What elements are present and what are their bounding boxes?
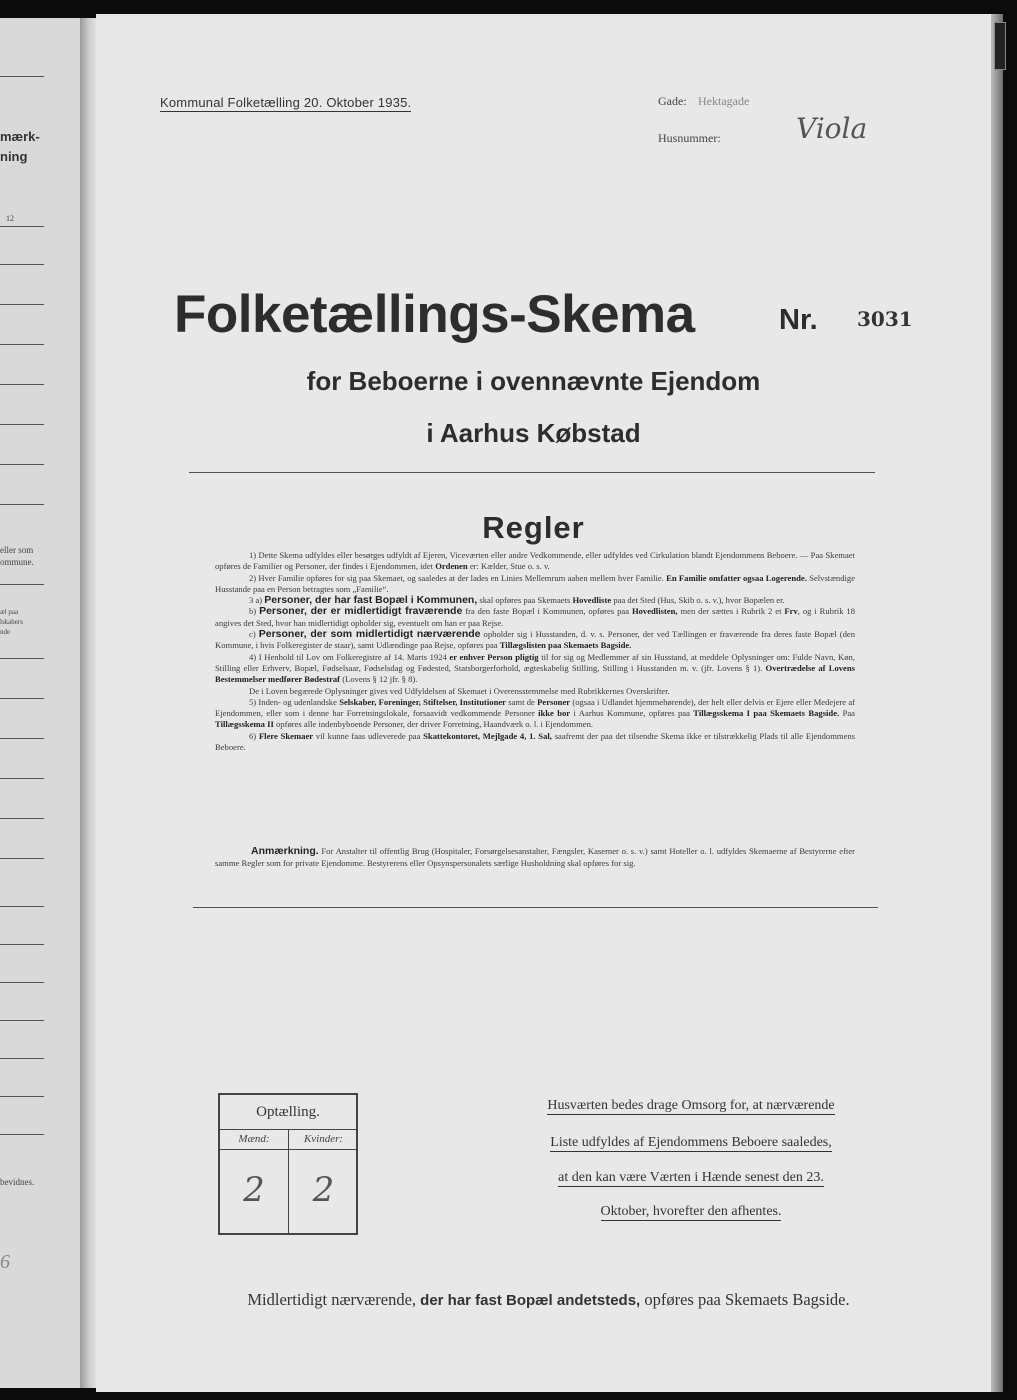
- remark-text: Anmærkning. For Anstalter til offentlig Brug (Hospitaler, Forsørgelsesanstalter, Fængsler, Kaserner o. s. v.) samt Hoteller o. l. udfyldes Skemaerne af Bestyrerne efter samme Regler som for private Ejendomme. Bestyrerens eller Opsynspersonalets særlige Husholdning skal opføres for sig.: [215, 845, 856, 868]
- men-label: Mænd:: [220, 1129, 288, 1150]
- count-column-women: [289, 1129, 358, 1233]
- form-title: Folketællings-Skema: [174, 285, 695, 344]
- women-label: Kvinder:: [289, 1129, 358, 1150]
- women-count: 2: [312, 1170, 335, 1210]
- page-edge: [991, 14, 1003, 1392]
- rule-1: 1) Dette Skema udfyldes eller besørges udfyldt af Ejeren, Viceværten eller andre Vedkommende, eller udfyldes ved Cirkulation blandt Ejendommens Beboere. — Paa Skemaet opføres de Familier og Personer, der findes i Ejendommen, idet Ordenen er: Kælder, Stue o. s. v.: [215, 550, 855, 572]
- left-page-text: 12: [6, 214, 14, 223]
- gade-label: Gade:: [658, 94, 687, 108]
- book-gutter: [80, 18, 96, 1388]
- form-subtitle-city: i Aarhus Købstad: [426, 418, 641, 448]
- count-column-men: [220, 1129, 289, 1233]
- left-page-text: ommune.: [0, 557, 34, 567]
- count-box: [218, 1093, 358, 1235]
- count-title: Optælling.: [220, 1095, 356, 1130]
- left-page-text: lskabers: [0, 618, 23, 626]
- husnummer-label: Husnummer:: [658, 131, 721, 145]
- rule-3b: b) Personer, der er midlertidigt fraværende fra den faste Bopæl i Kommunen, opføres paa Hovedlisten, men der sættes i Rubrik 2 et Frv, og i Rubrik 18 angives det Sted, hvor han midlertidigt opholder sig, eventuelt om han er paa Rejse.: [215, 605, 856, 628]
- left-page-text: bevidnes.: [0, 1177, 35, 1187]
- rules-heading: Regler: [482, 510, 585, 545]
- page-tab: [994, 22, 1006, 70]
- rule-4: 4) I Henhold til Lov om Folkeregistre af 14. Marts 1924 er enhver Person pligtig til for sig og Medlemmer af sin Husstand, at meddele Oplysninger om: Fulde Navn, Køn, Stilling eller Erhverv, Bopæl, Fødselsaar, Fødselsdag og Fødested, Statsborgerforhold, ægteskabelig Stilling, Stilling i Husstanden m. v. (jfr. Lovens § 1). Overtrædelse af Lovens Bestemmelser medfører Bødestraf (Lovens § 12 jfr. § 8).: [215, 651, 855, 685]
- form-number-label: Nr.: [779, 304, 818, 336]
- left-page-text: mærk-: [0, 129, 40, 144]
- left-page-text: ning: [0, 149, 28, 164]
- rule-5: 5) Inden- og udenlandske Selskaber, Foreninger, Stiftelser, Institutioner samt de Personer (ogsaa i Udlandet hjemmehørende), der helt eller delvis er Ejere eller Medejere af Ejendommen, eller som i denne har Forretningslokale, forsaavidt vedkommende Personer ikke bor i Aarhus Kommune, opføres paa Tillægsskema I paa Skemaets Bagside. Paa Tillægsskema II opføres alle indenbyboende Personer, der driver Forretning, Haandværk o. l. i Ejendommen.: [215, 696, 855, 730]
- footer-note: Midlertidigt nærværende, der har fast Bopæl andetsteds, opføres paa Skemaets Bagside.: [247, 1290, 850, 1309]
- divider: [193, 907, 878, 908]
- rule-3a: 3 a) Personer, der har fast Bopæl i Kommunen, skal opføres paa Skemaets Hovedliste paa det Sted (Hus, Skib o. s. v.), hvor Bopælen er.: [249, 594, 785, 607]
- form-subtitle: for Beboerne i ovennævnte Ejendom: [306, 366, 761, 396]
- notice-line: Oktober, hvorefter den afhentes.: [600, 1204, 782, 1219]
- left-page-text: 6: [0, 1251, 10, 1273]
- left-page-fragment: [0, 18, 80, 1388]
- men-count: 2: [243, 1170, 265, 1210]
- form-number-value: 3031: [857, 307, 913, 331]
- left-page-text: æl paa: [0, 608, 19, 616]
- left-page-text: nde: [0, 628, 11, 636]
- husnummer-handwritten-value: Viola: [796, 112, 868, 145]
- rule-6: 6) Flere Skemaer vil kunne faas udleverede paa Skattekontoret, Mejlgade 4, 1. Sal, saafremt der paa det tilsendte Skema ikke er tilstrækkelig Plads til alle Ejendommens Beboere.: [215, 730, 856, 753]
- notice-line: at den kan være Værten i Hænde senest den 23.: [558, 1170, 824, 1185]
- census-header: Kommunal Folketælling 20. Oktober 1935.: [160, 95, 412, 110]
- remark-label: Anmærkning.: [251, 845, 319, 857]
- rule-2: 2) Hver Familie opføres for sig paa Skemaet, og saaledes at der lades en Linies Mellemrum aaben mellem hver Familie. En Familie omfatter ogsaa Logerende. Selvstændige Husstande paa en Person betragtes som „Familie“.: [215, 572, 856, 594]
- rules-text: [215, 550, 855, 753]
- notice-line: Husværten bedes drage Omsorg for, at nærværende: [547, 1098, 835, 1113]
- gade-value: Hektagade: [698, 94, 750, 108]
- divider: [189, 472, 875, 473]
- rule-4b: De i Loven begærede Oplysninger gives ved Udfyldelsen af Skemaet i Overensstemmelse med Rubrikkernes Overskrifter.: [249, 685, 670, 696]
- rule-3c: c) Personer, der som midlertidigt nærværende opholder sig i Husstanden, d. v. s. Personer, der ved Tællingen er fraværende fra deres faste Bopæl (den Kommune, i hvis Folkeregister de staar), samt Udlændinge paa Rejse, opføres paa Tillægslisten paa Skemaets Bagside.: [215, 628, 856, 651]
- left-page-text: eller som: [0, 545, 34, 555]
- notice-line: Liste udfyldes af Ejendommens Beboere saaledes,: [550, 1135, 832, 1150]
